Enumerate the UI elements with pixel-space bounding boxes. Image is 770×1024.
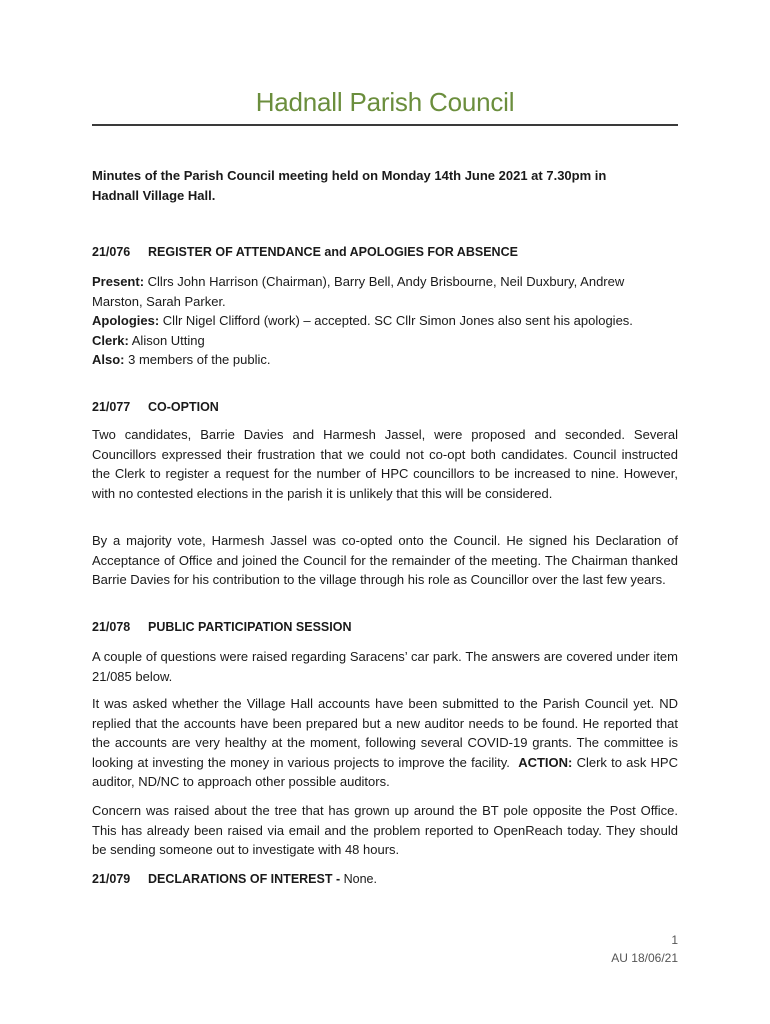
meeting-intro <box>92 166 678 205</box>
document-page <box>92 0 678 1024</box>
declarations-text: None. <box>343 872 377 886</box>
section-heading-21-078 <box>92 618 678 637</box>
also-line <box>92 350 678 370</box>
section-number: 21/077 <box>92 400 131 414</box>
clerk-line <box>92 331 678 351</box>
page-number: 1 <box>671 933 678 947</box>
section-heading-21-076 <box>92 243 678 262</box>
apologies-label: Apologies: <box>92 313 160 329</box>
section-heading-21-077 <box>92 398 678 417</box>
section-number: 21/079 <box>92 872 131 886</box>
footer-reference: AU 18/06/21 <box>611 951 678 965</box>
clerk-text: Alison Utting <box>131 332 205 348</box>
village-hall-accounts-text: It was asked whether the Village Hall accounts have been submitted to the Parish Council yet. ND replied that the accounts have been prepared but a new auditor needs to be found. He reported that the accounts are very healthy at the moment, following several COVID-19 grants. The committee is looking at investing the money in various projects to improve the facility. <box>92 696 678 770</box>
section-title: REGISTER OF ATTENDANCE and APOLOGIES FOR ABSENCE <box>148 245 518 259</box>
intro-line-2: Hadnall Village Hall. <box>92 187 216 203</box>
also-text: 3 members of the public. <box>128 352 271 368</box>
document-title: Hadnall Parish Council <box>255 87 515 117</box>
action-text: Clerk to ask HPC auditor, ND/NC to approach other possible auditors. <box>92 754 678 790</box>
present-text-1: Cllrs John Harrison (Chairman), Barry Bell, Andy Brisbourne, Neil Duxbury, Andrew <box>147 274 625 289</box>
section-heading-21-079 <box>92 870 678 889</box>
section-number: 21/078 <box>92 620 131 634</box>
attendance-block <box>92 272 678 370</box>
present-line-2: Marston, Sarah Parker. <box>92 293 226 309</box>
also-label: Also: <box>92 352 125 368</box>
clerk-label: Clerk: <box>92 332 129 348</box>
present-label: Present: <box>92 274 145 289</box>
apologies-line <box>92 311 678 331</box>
action-label: ACTION: <box>518 754 573 770</box>
present-line-1 <box>92 272 678 292</box>
section-title: CO-OPTION <box>148 400 219 414</box>
cooption-paragraph-2: By a majority vote, Harmesh Jassel was co-opted onto the Council. He signed his Declaration of Acceptance of Office and joined the Council for the remainder of the meeting. The Chairman thanked Barrie Davies for his contribution to the village through his role as Councillor over the last few years. <box>92 533 678 588</box>
section-number: 21/076 <box>92 245 131 259</box>
public-participation-paragraph-3: Concern was raised about the tree that has grown up around the BT pole opposite the Post Office. This has already been raised via email and the problem reported to OpenReach today. They should be sending someone out to investigate with 48 hours. <box>92 803 678 858</box>
page-footer <box>611 931 678 967</box>
public-participation-paragraph-2 <box>92 694 678 792</box>
section-title: PUBLIC PARTICIPATION SESSION <box>148 620 352 634</box>
cooption-paragraph-1: Two candidates, Barrie Davies and Harmesh Jassel, were proposed and seconded. Several Councillors expressed their frustration that we could not co-opt both candidates. Council instructed the Clerk to register a request for the number of HPC councillors to be increased to nine. However, with no contested elections in the parish it is unlikely that this will be considered. <box>92 427 678 501</box>
public-participation-paragraph-1: A couple of questions were raised regarding Saracens’ car park. The answers are covered under item 21/085 below. <box>92 649 678 684</box>
title-underline <box>92 124 678 126</box>
intro-line-1: Minutes of the Parish Council meeting held on Monday 14th June 2021 at 7.30pm in <box>92 168 607 183</box>
section-title: DECLARATIONS OF INTEREST - <box>148 872 341 886</box>
apologies-text: Cllr Nigel Clifford (work) – accepted. SC Cllr Simon Jones also sent his apologies. <box>162 313 633 329</box>
